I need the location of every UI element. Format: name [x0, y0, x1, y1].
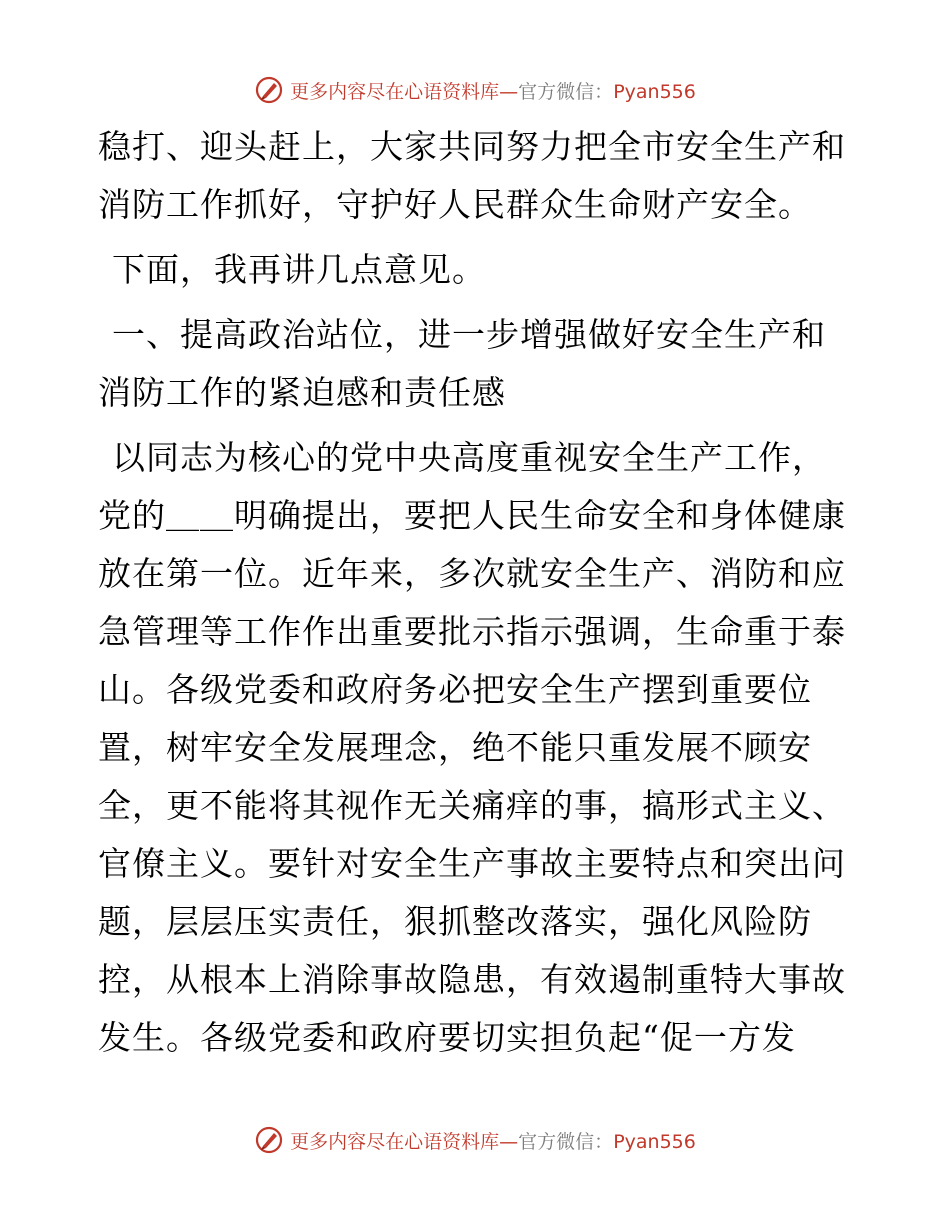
pen-logo-icon — [254, 1125, 284, 1155]
text-line: 放在第一位。近年来，多次就安全生产、消防和应 — [98, 554, 846, 593]
watermark-wechat: Pyan556 — [613, 1130, 696, 1153]
watermark-official: 官方微信： — [518, 1130, 614, 1153]
text-line: 下面，我再讲几点意见。 — [112, 250, 486, 289]
text-line: 置，树牢安全发展理念，绝不能只重发展不顾安 — [98, 728, 812, 767]
heading-line: 一、提高政治站位，进一步增强做好安全生产和 — [112, 315, 826, 354]
watermark-main: 更多内容尽在心语资料库 — [290, 1130, 500, 1153]
text-line: 官僚主义。要针对安全生产事故主要特点和突出问 — [98, 844, 846, 883]
text-line: 消防工作抓好，守护好人民群众生命财产安全。 — [98, 185, 812, 224]
watermark-dash: — — [499, 80, 519, 103]
text-line: 题，层层压实责任，狠抓整改落实，强化风险防 — [98, 902, 812, 941]
text-line: 急管理等工作作出重要批示指示强调，生命重于泰 — [98, 612, 846, 651]
header-watermark — [0, 70, 950, 110]
watermark-text — [290, 77, 696, 104]
text-line: 党的＿＿明确提出，要把人民生命安全和身体健康 — [98, 496, 846, 535]
watermark-text — [290, 1127, 696, 1154]
watermark-dash: — — [499, 1130, 519, 1153]
text-line: 控，从根本上消除事故隐患，有效遏制重特大事故 — [98, 960, 846, 999]
document-body — [98, 118, 858, 1067]
watermark-wechat: Pyan556 — [613, 80, 696, 103]
section-heading-1 — [98, 306, 858, 422]
pen-logo-icon — [254, 75, 284, 105]
watermark-main: 更多内容尽在心语资料库 — [290, 80, 500, 103]
paragraph-3 — [98, 429, 858, 1067]
text-line: 稳打、迎头赶上，大家共同努力把全市安全生产和 — [98, 127, 846, 166]
text-line: 发生。各级党委和政府要切实担负起“促一方发 — [98, 1018, 796, 1057]
paragraph-1 — [98, 118, 858, 234]
text-line: 山。各级党委和政府务必把安全生产摆到重要位 — [98, 670, 812, 709]
heading-line: 消防工作的紧迫感和责任感 — [98, 373, 506, 412]
text-line: 以同志为核心的党中央高度重视安全生产工作， — [112, 438, 826, 477]
text-line: 全，更不能将其视作无关痛痒的事，搞形式主义、 — [98, 786, 846, 825]
watermark-official: 官方微信： — [518, 80, 614, 103]
paragraph-2 — [98, 241, 858, 299]
footer-watermark — [0, 1120, 950, 1160]
